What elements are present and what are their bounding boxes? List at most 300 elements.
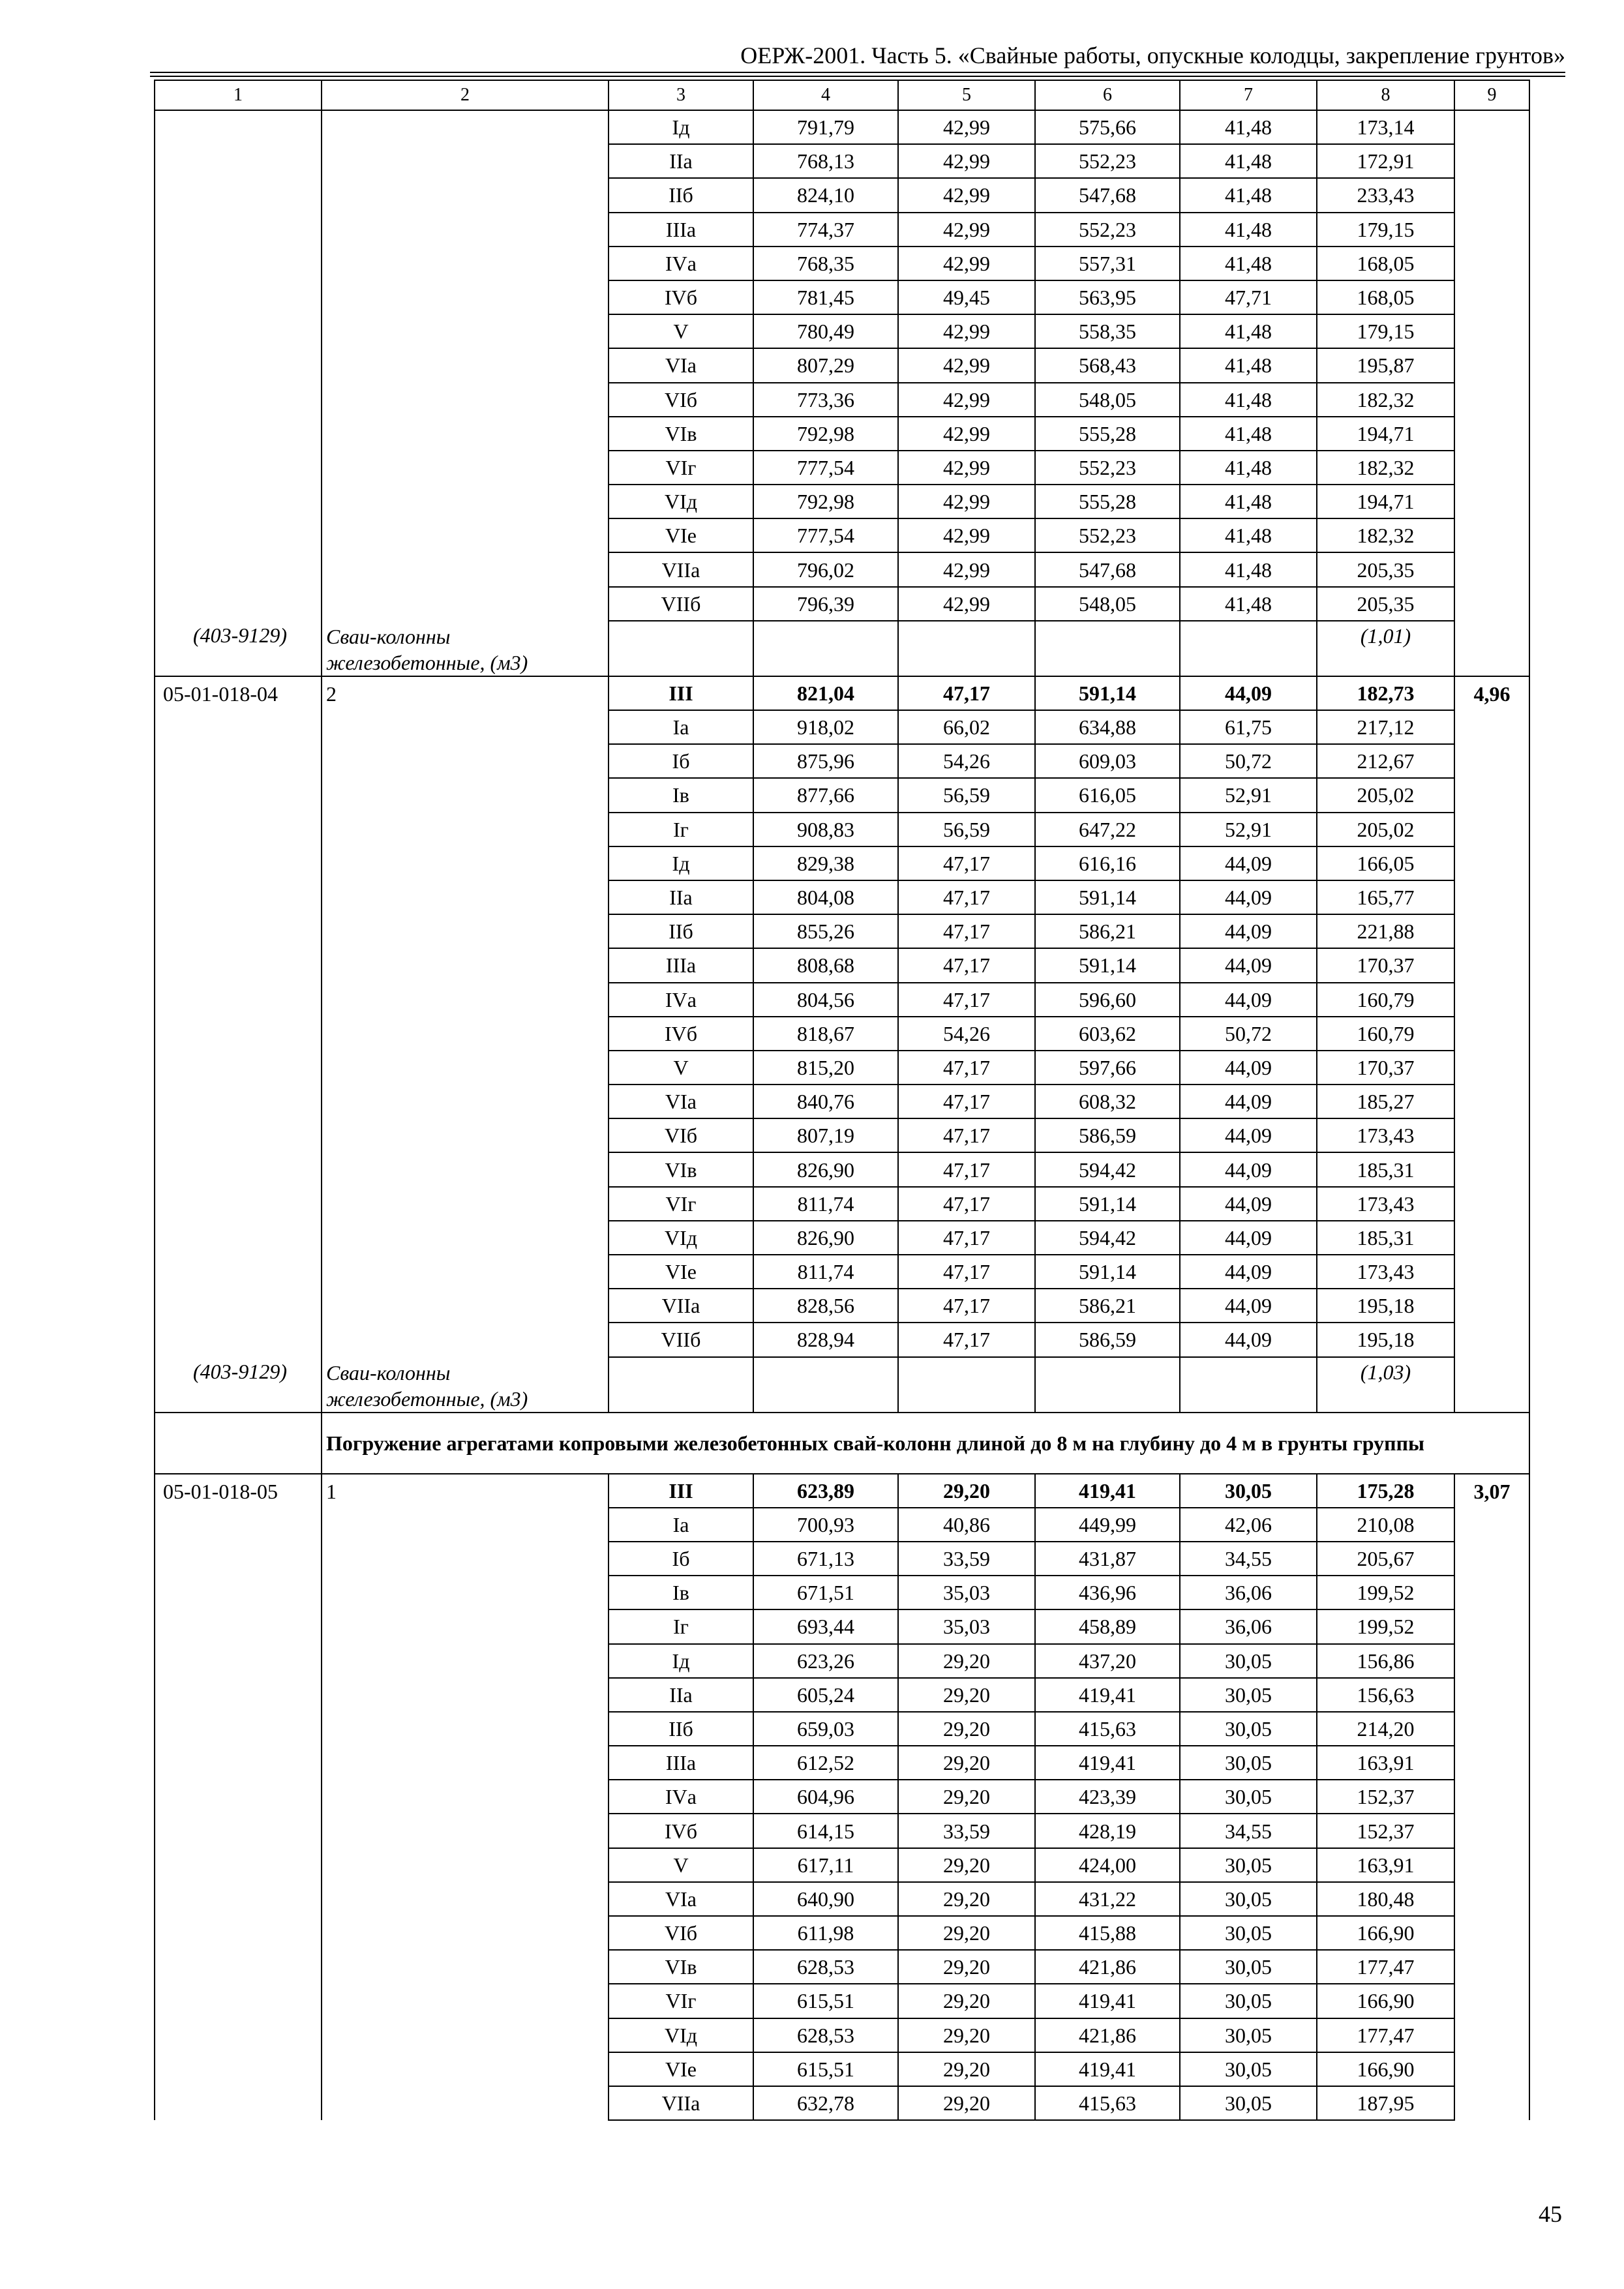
material-code: (403-9129) (155, 1357, 322, 1413)
soil-group (322, 110, 609, 621)
price-value: 421,86 (1035, 2018, 1180, 2052)
price-value: 47,17 (898, 1051, 1035, 1085)
price-value: 815,20 (753, 1051, 898, 1085)
price-value: 29,20 (898, 2052, 1035, 2086)
price-value: 768,13 (753, 144, 898, 178)
price-value: 42,99 (898, 247, 1035, 280)
price-value: 42,99 (898, 451, 1035, 485)
region-code: Iд (609, 846, 753, 880)
region-code: IVа (609, 983, 753, 1017)
price-value: 195,18 (1317, 1289, 1454, 1323)
price-value: 44,09 (1180, 676, 1317, 710)
price-value: 877,66 (753, 778, 898, 812)
rates-table (154, 80, 1530, 2121)
price-value: 29,20 (898, 1746, 1035, 1780)
price-value: 180,48 (1317, 1882, 1454, 1916)
price-value: 166,90 (1317, 1984, 1454, 2018)
region-code: VIд (609, 2018, 753, 2052)
price-value: 41,48 (1180, 213, 1317, 247)
price-value: 594,42 (1035, 1221, 1180, 1255)
price-value: 163,91 (1317, 1848, 1454, 1882)
region-code: Iб (609, 744, 753, 778)
region-code: Iа (609, 1508, 753, 1542)
material-coefficient: (1,01) (1317, 621, 1454, 676)
rate-code: 05-01-018-04 (155, 676, 322, 1357)
price-value: 185,31 (1317, 1152, 1454, 1186)
price-value: 597,66 (1035, 1051, 1180, 1085)
column-number: 2 (322, 80, 609, 110)
price-value: 56,59 (898, 813, 1035, 846)
price-value: 182,32 (1317, 383, 1454, 417)
price-value: 773,36 (753, 383, 898, 417)
price-value: 29,20 (898, 2018, 1035, 2052)
price-value: 205,02 (1317, 813, 1454, 846)
price-value: 792,98 (753, 485, 898, 518)
price-value: 160,79 (1317, 1017, 1454, 1051)
region-code: Iг (609, 813, 753, 846)
price-value: 41,48 (1180, 110, 1317, 144)
price-value: 66,02 (898, 710, 1035, 744)
table-row (155, 676, 1529, 710)
price-value: 205,67 (1317, 1542, 1454, 1576)
price-value: 41,48 (1180, 247, 1317, 280)
region-code: VIIа (609, 552, 753, 586)
price-value: 182,32 (1317, 518, 1454, 552)
region-code: IVа (609, 247, 753, 280)
price-value: 828,56 (753, 1289, 898, 1323)
price-value: 52,91 (1180, 813, 1317, 846)
price-value: 42,99 (898, 417, 1035, 451)
price-value: 152,37 (1317, 1780, 1454, 1814)
price-value: 818,67 (753, 1017, 898, 1051)
price-value: 419,41 (1035, 1746, 1180, 1780)
price-value: 182,32 (1317, 451, 1454, 485)
region-code: IIб (609, 914, 753, 948)
price-value: 548,05 (1035, 383, 1180, 417)
region-code: V (609, 314, 753, 348)
price-value: 563,95 (1035, 280, 1180, 314)
price-value: 47,17 (898, 1118, 1035, 1152)
price-value: 47,17 (898, 1085, 1035, 1118)
column-number: 7 (1180, 80, 1317, 110)
price-value: 415,88 (1035, 1916, 1180, 1950)
price-value: 29,20 (898, 1882, 1035, 1916)
price-value: 671,13 (753, 1542, 898, 1576)
price-value: 233,43 (1317, 178, 1454, 212)
region-code: VIд (609, 485, 753, 518)
region-code: VIб (609, 383, 753, 417)
price-value: 552,23 (1035, 213, 1180, 247)
price-value: 41,48 (1180, 348, 1317, 382)
price-value: 47,17 (898, 914, 1035, 948)
price-value: 42,99 (898, 518, 1035, 552)
price-value: 42,99 (898, 552, 1035, 586)
price-value: 449,99 (1035, 1508, 1180, 1542)
region-code: VIIб (609, 1323, 753, 1356)
price-value: 205,35 (1317, 552, 1454, 586)
price-value: 780,49 (753, 314, 898, 348)
region-code: VIг (609, 1187, 753, 1221)
price-value: 792,98 (753, 417, 898, 451)
column-number: 8 (1317, 80, 1454, 110)
price-value: 41,48 (1180, 178, 1317, 212)
price-value: 42,99 (898, 178, 1035, 212)
price-value: 210,08 (1317, 1508, 1454, 1542)
price-value: 44,09 (1180, 1187, 1317, 1221)
price-value: 829,38 (753, 846, 898, 880)
price-value: 47,17 (898, 1289, 1035, 1323)
price-value: 603,62 (1035, 1017, 1180, 1051)
price-value: 47,17 (898, 846, 1035, 880)
price-value: 194,71 (1317, 485, 1454, 518)
price-value: 424,00 (1035, 1848, 1180, 1882)
price-value: 54,26 (898, 1017, 1035, 1051)
price-value: 777,54 (753, 451, 898, 485)
price-value: 47,17 (898, 983, 1035, 1017)
price-value: 29,20 (898, 1678, 1035, 1712)
price-value: 152,37 (1317, 1814, 1454, 1848)
price-value: 42,99 (898, 144, 1035, 178)
price-value: 30,05 (1180, 1780, 1317, 1814)
price-value: 195,87 (1317, 348, 1454, 382)
price-value: 671,51 (753, 1576, 898, 1609)
price-value: 616,16 (1035, 846, 1180, 880)
price-value: 44,09 (1180, 1152, 1317, 1186)
price-value: 205,02 (1317, 778, 1454, 812)
price-value: 173,43 (1317, 1187, 1454, 1221)
price-value: 221,88 (1317, 914, 1454, 948)
price-value: 30,05 (1180, 1882, 1317, 1916)
price-value: 29,20 (898, 1780, 1035, 1814)
price-value: 693,44 (753, 1609, 898, 1643)
price-value: 44,09 (1180, 1085, 1317, 1118)
price-value: 41,48 (1180, 451, 1317, 485)
price-value: 35,03 (898, 1576, 1035, 1609)
rate-code (155, 110, 322, 621)
region-code: IIIа (609, 213, 753, 247)
region-code: IVб (609, 1017, 753, 1051)
region-code: V (609, 1848, 753, 1882)
price-value: 50,72 (1180, 744, 1317, 778)
empty-cell (1454, 1357, 1529, 1413)
price-value: 173,43 (1317, 1118, 1454, 1152)
price-value: 41,48 (1180, 383, 1317, 417)
price-value: 781,45 (753, 280, 898, 314)
price-value: 29,20 (898, 1712, 1035, 1746)
price-value: 47,17 (898, 1255, 1035, 1289)
column-number: 4 (753, 80, 898, 110)
region-code: Iг (609, 1609, 753, 1643)
region-code: V (609, 1051, 753, 1085)
price-value: 615,51 (753, 1984, 898, 2018)
rate-code: 05-01-018-05 (155, 1474, 322, 2121)
empty-cell (753, 621, 898, 676)
price-value: 796,39 (753, 587, 898, 621)
price-value: 908,83 (753, 813, 898, 846)
price-value: 165,77 (1317, 880, 1454, 914)
price-value: 179,15 (1317, 213, 1454, 247)
price-value: 575,66 (1035, 110, 1180, 144)
price-value: 36,06 (1180, 1609, 1317, 1643)
price-value: 29,20 (898, 2086, 1035, 2120)
region-code: VIе (609, 518, 753, 552)
price-value: 591,14 (1035, 676, 1180, 710)
price-value: 187,95 (1317, 2086, 1454, 2120)
price-value: 41,48 (1180, 144, 1317, 178)
material-code: (403-9129) (155, 621, 322, 676)
price-value: 195,18 (1317, 1323, 1454, 1356)
price-value: 160,79 (1317, 983, 1454, 1017)
region-code: VIб (609, 1118, 753, 1152)
region-code: VIе (609, 1255, 753, 1289)
total-value (1454, 110, 1529, 621)
price-value: 586,59 (1035, 1323, 1180, 1356)
header-rule (150, 72, 1565, 77)
price-value: 428,19 (1035, 1814, 1180, 1848)
page-header-title: ОЕРЖ-2001. Часть 5. «Свайные работы, опускные колодцы, закрепление грунтов» (740, 42, 1565, 68)
price-value: 170,37 (1317, 948, 1454, 982)
region-code: IIб (609, 1712, 753, 1746)
price-value: 194,71 (1317, 417, 1454, 451)
price-value: 56,59 (898, 778, 1035, 812)
price-value: 163,91 (1317, 1746, 1454, 1780)
price-value: 35,03 (898, 1609, 1035, 1643)
region-code: VIд (609, 1221, 753, 1255)
price-value: 586,21 (1035, 1289, 1180, 1323)
price-value: 623,89 (753, 1474, 898, 1508)
price-value: 47,17 (898, 1221, 1035, 1255)
region-code: Iв (609, 778, 753, 812)
region-code: VIа (609, 348, 753, 382)
price-value: 47,71 (1180, 280, 1317, 314)
empty-cell (753, 1357, 898, 1413)
price-value: 29,20 (898, 1848, 1035, 1882)
price-value: 168,05 (1317, 280, 1454, 314)
price-value: 768,35 (753, 247, 898, 280)
price-value: 604,96 (753, 1780, 898, 1814)
price-value: 50,72 (1180, 1017, 1317, 1051)
price-value: 596,60 (1035, 983, 1180, 1017)
price-value: 217,12 (1317, 710, 1454, 744)
price-value: 42,06 (1180, 1508, 1317, 1542)
price-value: 156,86 (1317, 1644, 1454, 1678)
empty-cell (609, 621, 753, 676)
price-value: 804,08 (753, 880, 898, 914)
column-number-row (155, 80, 1529, 110)
price-value: 640,90 (753, 1882, 898, 1916)
price-value: 617,11 (753, 1848, 898, 1882)
price-value: 36,06 (1180, 1576, 1317, 1609)
region-code: IIIа (609, 948, 753, 982)
empty-cell (1454, 621, 1529, 676)
region-code: VIа (609, 1882, 753, 1916)
table-body (155, 80, 1529, 2120)
price-value: 777,54 (753, 518, 898, 552)
price-value: 41,48 (1180, 314, 1317, 348)
price-value: 199,52 (1317, 1576, 1454, 1609)
price-value: 808,68 (753, 948, 898, 982)
price-value: 30,05 (1180, 1984, 1317, 2018)
price-value: 172,91 (1317, 144, 1454, 178)
price-value: 29,20 (898, 1984, 1035, 2018)
column-number: 9 (1454, 80, 1529, 110)
price-value: 29,20 (898, 1950, 1035, 1984)
price-value: 30,05 (1180, 1746, 1317, 1780)
price-value: 30,05 (1180, 1474, 1317, 1508)
material-name: Сваи-колонны железобетонные, (м3) (322, 621, 609, 676)
price-value: 608,32 (1035, 1085, 1180, 1118)
price-value: 586,59 (1035, 1118, 1180, 1152)
price-value: 42,99 (898, 314, 1035, 348)
region-code: Iд (609, 110, 753, 144)
price-value: 168,05 (1317, 247, 1454, 280)
region-code: Iд (609, 1644, 753, 1678)
region-code: IIIа (609, 1746, 753, 1780)
price-value: 44,09 (1180, 1118, 1317, 1152)
price-value: 611,98 (753, 1916, 898, 1950)
price-value: 612,52 (753, 1746, 898, 1780)
price-value: 555,28 (1035, 485, 1180, 518)
price-value: 44,09 (1180, 1051, 1317, 1085)
price-value: 41,48 (1180, 417, 1317, 451)
price-value: 34,55 (1180, 1814, 1317, 1848)
price-value: 826,90 (753, 1221, 898, 1255)
table-row (155, 110, 1529, 144)
region-code: VIб (609, 1916, 753, 1950)
price-value: 628,53 (753, 2018, 898, 2052)
region-code: IIб (609, 178, 753, 212)
region-code: VIIб (609, 587, 753, 621)
price-value: 44,09 (1180, 846, 1317, 880)
empty-cell (898, 1357, 1035, 1413)
price-value: 175,28 (1317, 1474, 1454, 1508)
price-value: 42,99 (898, 110, 1035, 144)
price-value: 419,41 (1035, 1474, 1180, 1508)
price-value: 44,09 (1180, 948, 1317, 982)
price-value: 431,87 (1035, 1542, 1180, 1576)
price-value: 415,63 (1035, 2086, 1180, 2120)
price-value: 173,43 (1317, 1255, 1454, 1289)
region-code: Iв (609, 1576, 753, 1609)
price-value: 30,05 (1180, 1848, 1317, 1882)
price-value: 875,96 (753, 744, 898, 778)
region-code: IVб (609, 280, 753, 314)
price-value: 41,48 (1180, 518, 1317, 552)
price-value: 423,39 (1035, 1780, 1180, 1814)
price-value: 177,47 (1317, 2018, 1454, 2052)
region-code: VIг (609, 451, 753, 485)
price-value: 47,17 (898, 880, 1035, 914)
price-value: 557,31 (1035, 247, 1180, 280)
price-value: 30,05 (1180, 2086, 1317, 2120)
soil-group: 1 (322, 1474, 609, 2121)
price-value: 47,17 (898, 676, 1035, 710)
price-value: 42,99 (898, 485, 1035, 518)
empty-cell (1035, 1357, 1180, 1413)
column-number: 3 (609, 80, 753, 110)
group-heading: Погружение агрегатами копровыми железобетонных свай-колонн длиной до 8 м на глубину до 4 м в грунты группы (322, 1413, 1529, 1474)
price-value: 811,74 (753, 1255, 898, 1289)
price-value: 804,56 (753, 983, 898, 1017)
price-value: 34,55 (1180, 1542, 1317, 1576)
price-value: 791,79 (753, 110, 898, 144)
price-value: 30,05 (1180, 1950, 1317, 1984)
price-value: 182,73 (1317, 676, 1454, 710)
column-number: 6 (1035, 80, 1180, 110)
price-value: 47,17 (898, 1187, 1035, 1221)
price-value: 54,26 (898, 744, 1035, 778)
price-value: 415,63 (1035, 1712, 1180, 1746)
price-value: 166,05 (1317, 846, 1454, 880)
price-value: 807,29 (753, 348, 898, 382)
price-value: 774,37 (753, 213, 898, 247)
price-value: 44,09 (1180, 1289, 1317, 1323)
group-heading-row (155, 1413, 1529, 1474)
region-code: IIа (609, 144, 753, 178)
region-code: VIв (609, 1950, 753, 1984)
price-value: 826,90 (753, 1152, 898, 1186)
price-value: 616,05 (1035, 778, 1180, 812)
price-value: 44,09 (1180, 1323, 1317, 1356)
price-value: 33,59 (898, 1542, 1035, 1576)
region-code: VIIа (609, 2086, 753, 2120)
price-value: 40,86 (898, 1508, 1035, 1542)
price-value: 212,67 (1317, 744, 1454, 778)
price-value: 29,20 (898, 1474, 1035, 1508)
region-code: VIе (609, 2052, 753, 2086)
table-row (155, 1474, 1529, 1508)
price-value: 647,22 (1035, 813, 1180, 846)
price-value: 30,05 (1180, 1916, 1317, 1950)
price-value: 177,47 (1317, 1950, 1454, 1984)
price-value: 552,23 (1035, 144, 1180, 178)
region-code: Iа (609, 710, 753, 744)
price-value: 199,52 (1317, 1609, 1454, 1643)
price-value: 41,48 (1180, 552, 1317, 586)
price-value: 42,99 (898, 348, 1035, 382)
price-value: 41,48 (1180, 587, 1317, 621)
price-value: 42,99 (898, 213, 1035, 247)
empty-cell (1180, 1357, 1317, 1413)
price-value: 918,02 (753, 710, 898, 744)
region-code: IIа (609, 880, 753, 914)
price-value: 458,89 (1035, 1609, 1180, 1643)
price-value: 30,05 (1180, 1712, 1317, 1746)
price-value: 591,14 (1035, 1255, 1180, 1289)
price-value: 170,37 (1317, 1051, 1454, 1085)
price-value: 431,22 (1035, 1882, 1180, 1916)
soil-group: 2 (322, 676, 609, 1357)
price-value: 29,20 (898, 1644, 1035, 1678)
region-code: Iб (609, 1542, 753, 1576)
price-value: 558,35 (1035, 314, 1180, 348)
price-value: 568,43 (1035, 348, 1180, 382)
price-value: 421,86 (1035, 1950, 1180, 1984)
price-value: 855,26 (753, 914, 898, 948)
price-value: 166,90 (1317, 2052, 1454, 2086)
region-code: VIг (609, 1984, 753, 2018)
price-value: 47,17 (898, 1323, 1035, 1356)
price-value: 591,14 (1035, 880, 1180, 914)
price-value: 591,14 (1035, 948, 1180, 982)
price-value: 609,03 (1035, 744, 1180, 778)
price-value: 591,14 (1035, 1187, 1180, 1221)
price-value: 42,99 (898, 587, 1035, 621)
material-coefficient: (1,03) (1317, 1357, 1454, 1413)
region-code: III (609, 1474, 753, 1508)
price-value: 30,05 (1180, 2018, 1317, 2052)
price-value: 166,90 (1317, 1916, 1454, 1950)
